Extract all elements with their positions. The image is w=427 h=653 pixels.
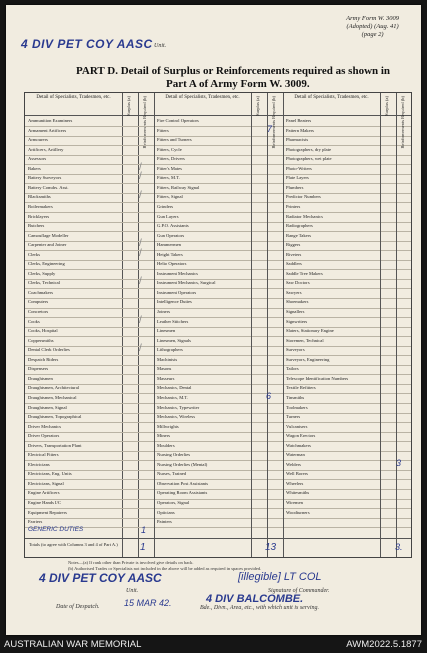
- pencil-tick-mark: /: [139, 161, 142, 173]
- specialist-row-label: Fitters, Drivers: [157, 156, 185, 162]
- column-divider: [267, 93, 268, 557]
- footer-institution: AUSTRALIAN WAR MEMORIAL: [4, 639, 142, 650]
- specialist-row-label: Grinders: [157, 203, 174, 209]
- specialist-row-label: Electricians, Signal: [28, 480, 64, 486]
- specialist-row-label: Photo-Writers: [286, 165, 312, 171]
- pencil-tick-mark: /: [139, 238, 142, 250]
- welders-entry: 3: [396, 457, 402, 468]
- specialist-row-label: Moulders: [157, 442, 175, 448]
- totals-label: Totals (to agree with Columns 3 and 4 of Part A.): [29, 542, 118, 547]
- specialist-row-label: Opticians: [157, 509, 175, 515]
- specialist-row-label: Toolmakers: [286, 404, 308, 410]
- specialist-row-label: Telescope Identification Numbers: [286, 375, 349, 381]
- specialist-row-label: Concretors: [28, 309, 49, 314]
- footer-accession: AWM2022.5.1877: [346, 639, 422, 650]
- specialist-row-label: Artificers, Artillery: [28, 146, 64, 152]
- specialist-row-label: Electricians: [28, 461, 50, 467]
- mechanics-mt-entry: 6: [266, 390, 272, 401]
- specialist-row-label: Bricklayers: [28, 213, 50, 219]
- total-col1: 1: [140, 542, 146, 553]
- specialist-row-label: Fitters, Railway Signal: [157, 184, 200, 190]
- specialist-row-label: Camouflage Modeller: [28, 232, 69, 238]
- specialist-row-label: Ammunition Examiners: [28, 118, 73, 123]
- unit-handwritten: 4 DIV PET COY AASC: [21, 37, 153, 51]
- specialist-row-label: Mechanics, M.T.: [157, 394, 189, 400]
- specialist-row-label: Leather Stitchers: [157, 318, 189, 324]
- specialist-row-label: Cooks: [28, 318, 40, 324]
- pencil-tick-mark: /: [139, 190, 142, 202]
- specialist-row-label: Electrical Fitters: [28, 452, 59, 458]
- column-header-specialists: Detail of Specialists, Tradesmen, etc.: [36, 95, 111, 100]
- specialist-row-label: Photographers, dry plate: [286, 146, 332, 152]
- specialist-row-label: Draughtsmen, Topographical: [28, 414, 82, 420]
- specialist-row-label: Driver Operators: [28, 433, 60, 439]
- specialist-row-label: Mechanics, Typewriter: [157, 404, 200, 410]
- column-divider: [122, 93, 123, 557]
- specialist-row-label: Driver Mechanics: [28, 423, 62, 429]
- specialist-row-label: Waterman: [286, 452, 305, 458]
- specialist-row-label: Armourers: [28, 137, 48, 143]
- specialist-row-label: Storemen, Technical: [286, 337, 324, 343]
- specialist-row-label: Instrument Mechanics: [157, 270, 198, 276]
- specialist-row-label: Sawyers: [286, 289, 302, 295]
- part-title-line1: PART D. Detail of Surplus or Reinforcements required as shown in: [76, 65, 391, 77]
- specialist-row-label: Masons: [157, 366, 172, 372]
- specialist-row-label: Tinsmiths: [286, 394, 305, 400]
- note-line: Notes—(a) If rank other than Private is involved give details on back.: [68, 560, 194, 565]
- specialist-row-label: Range Takers: [286, 232, 311, 238]
- specialist-row-label: Watchmakers: [286, 442, 311, 448]
- specialist-row-label: Nurses, Trained: [157, 471, 187, 477]
- specialist-row-label: Draughtsmen, Mechanical: [28, 394, 77, 400]
- specialist-row-label: Predictor Numbers: [286, 194, 321, 200]
- specialist-row-label: Boilermakers: [28, 203, 53, 209]
- column-header-surplus: Surplus (a): [384, 96, 389, 116]
- specialist-row-label: Surveyors, Engineering: [286, 356, 330, 362]
- specialist-row-label: Signwriters: [286, 318, 308, 324]
- specialist-row-label: Mechanics, Wireless: [157, 414, 195, 420]
- specialist-row-label: Lithographers: [157, 347, 183, 353]
- specialist-row-label: Surveyors: [286, 347, 305, 353]
- specialist-row-label: Riveters: [286, 251, 302, 257]
- fitters-entry: 7: [267, 123, 273, 134]
- specialist-row-label: Vulcanisers: [286, 423, 308, 429]
- specialist-row-label: Textile Refitters: [286, 385, 316, 391]
- specialist-row-label: Painters: [157, 519, 172, 525]
- specialist-row-label: Fitters, M.T.: [157, 175, 180, 181]
- specialist-row-label: Whitesmiths: [286, 490, 310, 496]
- specialist-row-label: Hammermen: [157, 242, 181, 248]
- specialist-row-label: Saw Doctors: [286, 280, 310, 286]
- specialist-row-label: Fitters, Cycle: [157, 146, 182, 152]
- specialist-row-label: Radiographers: [286, 223, 313, 229]
- specialist-row-label: Clerks, Technical: [28, 280, 60, 286]
- pencil-tick-mark: /: [139, 171, 142, 183]
- specialist-row-label: Well Borers: [286, 471, 308, 477]
- despatch-date: 15 MAR 42.: [124, 598, 172, 608]
- specialist-row-label: Pharmacists: [286, 137, 309, 143]
- form-page: [6, 5, 421, 635]
- extra-row-value: 1: [141, 524, 147, 535]
- part-title-line2: Part A of Army Form W. 3009.: [166, 78, 310, 90]
- specialist-row-label: Printers: [286, 203, 301, 209]
- specialist-row-label: Riggers: [286, 242, 301, 248]
- specialist-row-label: Equipment Repairers: [28, 509, 67, 515]
- specialist-row-label: Panel Beaters: [286, 118, 312, 123]
- form-id-line: (Adopted) (Aug. 41): [346, 23, 399, 30]
- specialist-row-label: Engine Hands I/C: [28, 500, 61, 505]
- specialist-row-label: Operating Room Assistants: [157, 490, 208, 496]
- specialist-row-label: Coppersmiths: [28, 337, 54, 343]
- specialist-row-label: Clerks, Supply: [28, 270, 56, 276]
- specialist-row-label: Height Takers: [157, 251, 183, 257]
- total-col2: 13: [265, 542, 277, 553]
- specialist-row-label: Instrument Operators: [157, 289, 197, 295]
- brigade-label: Bde., Divn., Area, etc., with which unit is serving.: [200, 605, 319, 611]
- specialist-row-label: Operators, Signal: [157, 500, 190, 505]
- specialist-row-label: Slaters, Stationary Engine: [286, 328, 334, 334]
- specialist-row-label: Clerks: [28, 251, 40, 257]
- specialist-row-label: Instrument Mechanics, Surgical: [157, 280, 216, 286]
- specialist-row-label: Bakers: [28, 165, 41, 171]
- despatch-label: Date of Despatch.: [56, 604, 100, 610]
- column-header-surplus: Surplus (a): [126, 96, 131, 116]
- specialist-row-label: Masseurs: [157, 375, 175, 381]
- column-divider: [283, 93, 284, 557]
- specialist-row-label: G.P.O. Assistants: [157, 223, 189, 229]
- specialist-row-label: Millwrights: [157, 423, 179, 429]
- extra-row-label: GENERIC DUTIES: [28, 525, 84, 533]
- specialist-row-label: Joiners: [157, 309, 171, 314]
- column-header-reinforcements: Reinforcements Required (b): [400, 96, 405, 149]
- specialist-row-label: Plumbers: [286, 184, 304, 190]
- specialist-row-label: Carpenter and Joiner: [28, 242, 67, 248]
- form-id-line: (page 2): [361, 31, 384, 38]
- specialist-row-label: Electricians, Eng. Units: [28, 471, 72, 477]
- specialist-row-label: Wagon Erectors: [286, 433, 316, 439]
- specialist-row-label: Observation Post Assistants: [157, 480, 209, 486]
- specialist-row-label: Blacksmiths: [28, 194, 51, 200]
- column-divider: [380, 93, 381, 557]
- signature-unit-handwritten: 4 DIV PET COY AASC: [39, 571, 162, 585]
- specialist-row-label: Signallers: [286, 309, 305, 314]
- column-divider: [154, 93, 155, 557]
- specialist-row-label: Fitters, Signal: [157, 194, 183, 200]
- specialist-row-label: Dental Clerk Orderlies: [28, 347, 70, 353]
- specialist-row-label: Welders: [286, 461, 301, 467]
- specialist-row-label: Wheelers: [286, 480, 304, 486]
- specialist-row-label: Shoemakers: [286, 299, 309, 305]
- archive-footer: [0, 635, 427, 653]
- commander-signature: [illegible] LT COL: [238, 571, 322, 583]
- specialist-row-label: Photographers, wet plate: [286, 156, 332, 162]
- pencil-tick-mark: /: [139, 343, 142, 355]
- specialist-row-label: Tailors: [286, 366, 299, 372]
- specialist-row-label: Clerks, Engineering: [28, 261, 65, 267]
- specialist-row-label: Computers: [28, 299, 49, 305]
- specialist-row-label: Draughtsmen, Architectural: [28, 385, 80, 391]
- pencil-tick-mark: /: [139, 276, 142, 288]
- specialist-row-label: Nursing Orderlies: [157, 452, 191, 458]
- specialist-row-label: Linesmen: [157, 328, 176, 334]
- specialist-row-label: Battery Comdrs. Asst.: [28, 184, 69, 190]
- specialist-row-label: Despatch Riders: [28, 356, 59, 362]
- specialist-row-label: Fitters and Turners: [157, 137, 192, 143]
- totals-row: [25, 538, 411, 559]
- pencil-tick-mark: /: [139, 247, 142, 259]
- column-header-surplus: Surplus (a): [255, 96, 260, 116]
- brigade-handwritten: 4 DIV BALCOMBE.: [206, 593, 304, 605]
- signature-unit-label: Unit.: [126, 588, 139, 594]
- specialist-row-label: Gun Layers: [157, 213, 179, 219]
- specialist-row-label: Drivers, Transportation Plant: [28, 442, 82, 448]
- specialist-row-label: Helio Operators: [157, 261, 187, 267]
- specialist-row-label: Plate Layers: [286, 175, 309, 181]
- specialist-row-label: Dispensers: [28, 366, 49, 372]
- specialist-row-label: Intelligence Duties: [157, 299, 192, 305]
- column-header-specialists: Detail of Specialists, Tradesmen, etc.: [165, 95, 240, 100]
- specialist-row-label: Fire Control Operators: [157, 118, 199, 123]
- specialist-row-label: Draughtsmen, Signal: [28, 404, 67, 410]
- specialist-row-label: Draughtsmen: [28, 375, 53, 381]
- column-header-reinforcements: Reinforcements Required (b): [142, 96, 147, 149]
- specialist-row-label: Fitters: [157, 127, 169, 133]
- column-header-reinforcements: Reinforcements Required (b): [271, 96, 276, 149]
- header-divider: [25, 115, 411, 116]
- column-header-specialists: Detail of Specialists, Tradesmen, etc.: [294, 95, 369, 100]
- column-divider: [396, 93, 397, 557]
- specialist-row-label: Butchers: [28, 223, 45, 229]
- specialist-row-label: Linesmen, Signals: [157, 337, 191, 343]
- specialist-row-label: Radiator Mechanics: [286, 213, 323, 219]
- unit-label: Unit.: [154, 43, 167, 49]
- specialist-row-label: Saddlers: [286, 261, 302, 267]
- specialist-row-label: Fitter's Mates: [157, 165, 182, 171]
- specialist-row-label: Machinists: [157, 356, 178, 362]
- specialist-row-label: Wiremen: [286, 500, 303, 505]
- commander-label: Signature of Commander.: [268, 588, 330, 594]
- specialist-row-label: Coachmakers: [28, 289, 54, 295]
- specialist-row-label: Farriers: [28, 519, 43, 525]
- specialist-row-label: Nursing Orderlies (Mental): [157, 461, 208, 467]
- pencil-tick-mark: /: [139, 314, 142, 326]
- part-title: [76, 65, 406, 91]
- specialist-row-label: Engine Artificers: [28, 490, 60, 496]
- specialist-row-label: Assessors: [28, 156, 47, 162]
- column-divider: [251, 93, 252, 557]
- form-id: [346, 15, 399, 39]
- specialist-row-label: Mechanics, Dental: [157, 385, 192, 391]
- specialist-row-label: Battery Surveyors: [28, 175, 62, 181]
- total-col3: 3.: [395, 542, 403, 552]
- specialist-row-label: Miners: [157, 433, 171, 439]
- specialist-row-label: Woodturners: [286, 509, 310, 515]
- specialists-table: [24, 92, 412, 558]
- specialist-row-label: Cooks, Hospital: [28, 328, 58, 334]
- specialist-row-label: Gun Operators: [157, 232, 185, 238]
- specialist-row-label: Pattern Makers: [286, 127, 314, 133]
- specialist-row-label: Armament Artificers: [28, 127, 67, 133]
- specialist-row-label: Saddle Tree Makers: [286, 270, 323, 276]
- specialist-row-label: Turners: [286, 414, 301, 420]
- note-line: (b) Authorised Trades or Specialists not included in the above will be added as required in spaces provided.: [68, 566, 262, 571]
- form-id-line: Army Form W. 3009: [346, 15, 399, 22]
